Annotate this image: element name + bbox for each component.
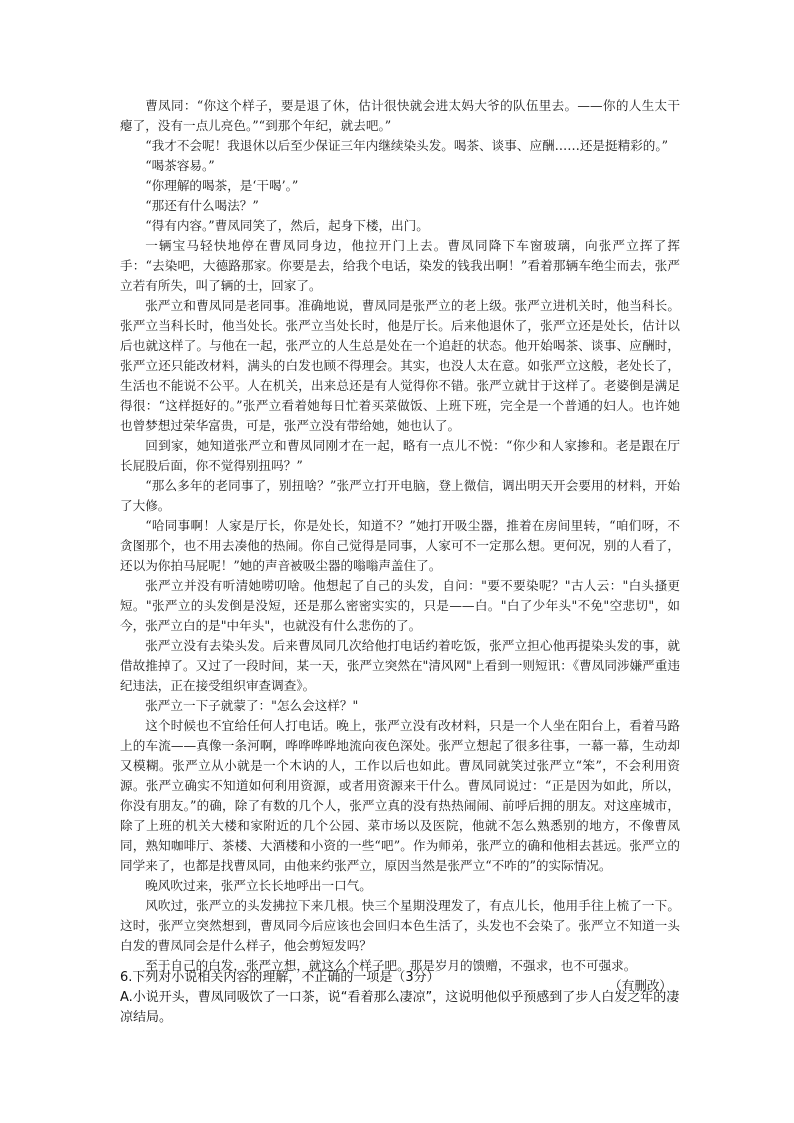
story-paragraph: 张严立没有去染头发。后来曹凤同几次给他打电话约着吃饭，张严立担心他再提染头发的事，就借故推掉了。又过了一段时间，某一天，张严立突然在"清风网"上看到一则短讯：《曹凤同涉嫌严重违纪违法，正在接受组织审查调查》。 [120,638,680,693]
story-paragraph: 张严立一下子就蒙了："怎么会这样？" [145,698,359,713]
story-paragraph: “那么多年的老同事了，别扭啥？”张严立打开电脑，登上微信，调出明天开会要用的材料，开始了大修。 [120,478,680,513]
story-paragraph: 张严立和曹凤同是老同事。准确地说，曹凤同是张严立的老上级。张严立进机关时，他当科长。张严立当科长时，他当处长。张严立当处长时，他是厅长。后来他退休了，张严立还是处长，估计以后也就这样了。与他在一起，张严立的人生总是处在一个追赶的状态。他开始喝茶、谈事、应酬时，张严立还只能改材料，满头的白发也顾不得理会。其实，也没人太在意。如张严立这般，老处长了，生活也不能说不公平。人在机关，出来总还是有人觉得你不错。张严立就甘于这样了。老婆倒是满足得很：“这样挺好的。”张严立看着她每日忙着买菜做饭、上班下班，完全是一个普通的妇人。也许她也曾梦想过荣华富贵，可是，张严立没有带给她，她也认了。 [120,298,680,433]
story-paragraph: “喝茶容易。” [145,158,215,173]
story-paragraph: 晚风吹过来，张严立长长地呼出一口气。 [145,878,372,893]
question-block [120,968,680,1028]
story-paragraph: “我才不会呢！我退休以后至少保证三年内继续染头发。喝茶、谈事、应酬……还是挺精彩的。” [145,138,669,153]
story-paragraph: 这个时候也不宜给任何人打电话。晚上，张严立没有改材料，只是一个人坐在阳台上，看着马路上的车流——真像一条河啊，哗哗哗哗地流向夜色深处。张严立想起了很多往事，一幕一幕，生动却又模糊。张严立从小就是一个木讷的人，工作以后也如此。曹凤同就笑过张严立“笨”，不会利用资源。张严立确实不知道如何利用资源，或者用资源来干什么。曹凤同说过：“正是因为如此，所以，你没有朋友。”的确，除了有数的几个人，张严立真的没有热热闹闹、前呼后拥的朋友。对这座城市，除了上班的机关大楼和家附近的几个公园、菜市场以及医院，他就不怎么熟悉别的地方，不像曹凤同，熟知咖啡厅、茶楼、大酒楼和小资的一些“吧”。作为师弟，张严立的确和他相去甚远。张严立的同学来了，也都是找曹凤同，由他来约张严立，原因当然是张严立“不咋的”的实际情况。 [120,718,680,873]
story-paragraph: “得有内容。”曹凤同笑了，然后，起身下楼，出门。 [145,218,429,233]
story-paragraph: “你理解的喝茶，是‘干喝’。” [145,178,299,193]
story-paragraph: “那还有什么喝法？” [145,198,259,213]
story-paragraph: “哈同事啊！人家是厅长，你是处长，知道不？”她打开吸尘器，推着在房间里转，“咱们呀，不贪图那个，也不用去凑他的热闹。你自己觉得是同事，人家可不一定那么想。更何况，别的人看了，还以为你拍马屁呢！”她的声音被吸尘器的嗡嗡声盖住了。 [120,518,680,573]
story-paragraph: 曹凤同：“你这个样子，要是退了休，估计很快就会进太妈大爷的队伍里去。——你的人生太干瘪了，没有一点儿亮色。”“到那个年纪，就去吧。” [120,98,680,133]
question-stem: 6.下列对小说相关内容的理解，不正确的一项是（3分） [120,970,440,985]
story-paragraph: 风吹过，张严立的头发拂拉下来几根。快三个星期没理发了，有点儿长，他用手往上梳了一下。这时，张严立突然想到，曹凤同今后应该也会回归本色生活了，头发也不会染了。张严立不知道一头白发的曹凤同会是什么样子，他会剪短发吗？ [120,898,680,953]
story-paragraph: 一辆宝马轻快地停在曹凤同身边，他拉开门上去。曹凤同降下车窗玻璃，向张严立挥了挥手：“去染吧，大德路那家。你要是去，给我个电话，染发的钱我出啊！”看着那辆车绝尘而去，张严立若有所失，叫了辆的士，回家了。 [120,238,680,293]
story-paragraph: 张严立并没有听清她唠叨啥。他想起了自己的头发，自问："要不要染呢？"古人云："白头搔更短。"张严立的头发倒是没短，还是那么密密实实的，只是——白。"白了少年头"不免"空悲切"，如今，张严立白的是"中年头"，也就没有什么悲伤的了。 [120,578,680,633]
question-option-a: A.小说开头，曹凤同吸饮了一口茶，说“看着那么凄凉”，这说明他似乎预感到了步人白发之年的凄凉结局。 [120,990,680,1025]
story-paragraph: 至于自己的白发，张严立想，就这么个样子吧。那是岁月的馈赠，不强求，也不可强求。 [145,958,637,973]
story-paragraph: 回到家，她知道张严立和曹凤同刚才在一起，略有一点儿不悦：“你少和人家掺和。老是跟在厅长屁股后面，你不觉得别扭吗？” [120,438,680,473]
source-note: （有删改） [609,978,672,993]
story-text [120,96,680,996]
